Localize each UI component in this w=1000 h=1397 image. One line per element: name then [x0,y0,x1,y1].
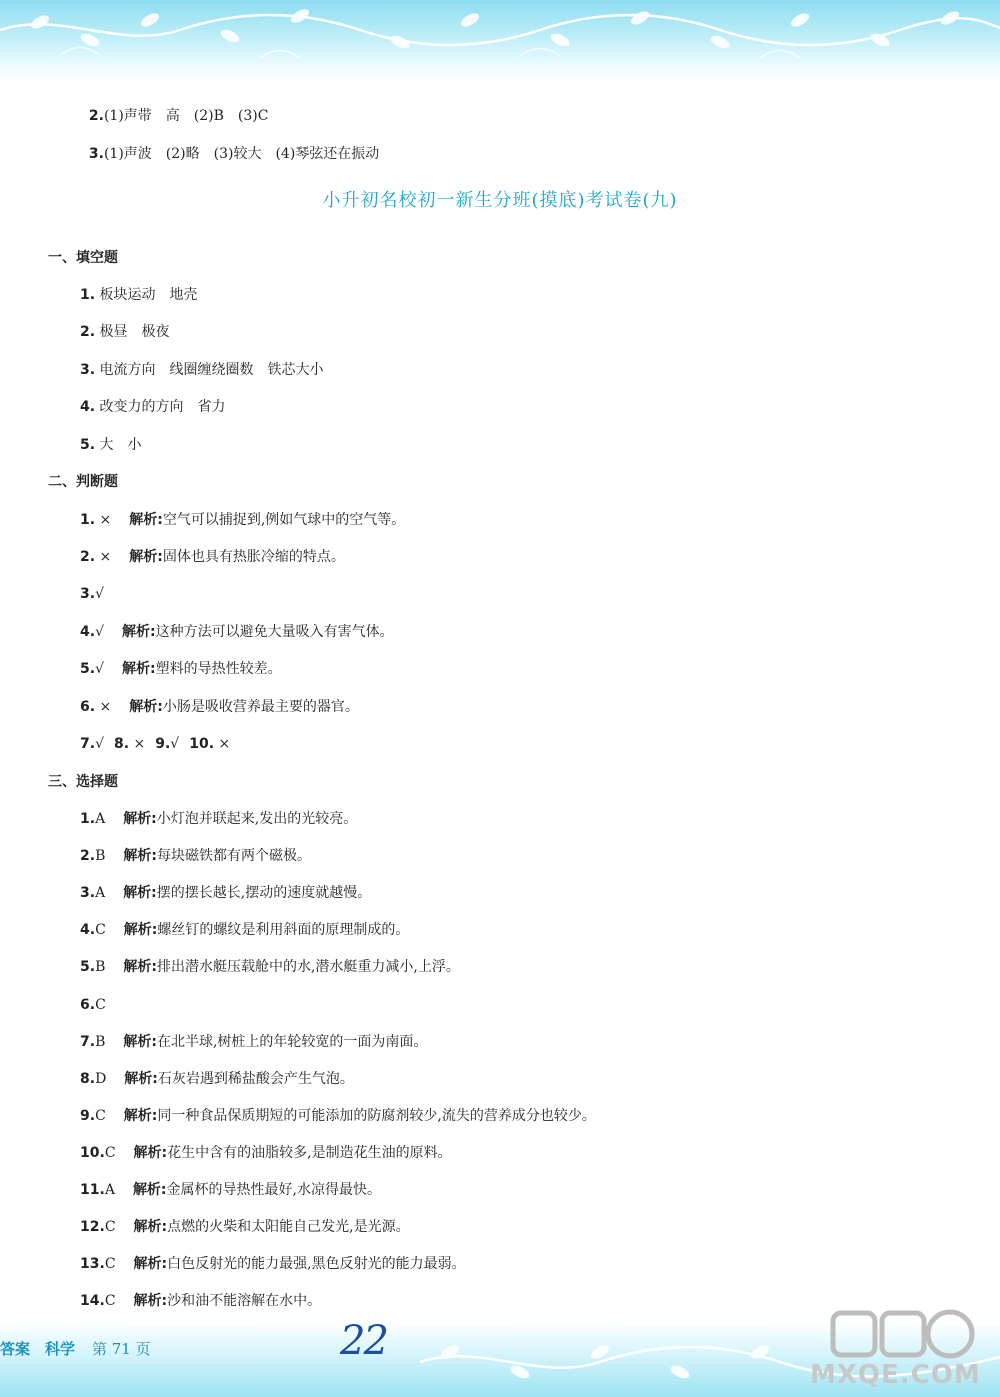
item-number: 6. [80,997,96,1013]
answer-mark: × [99,512,112,528]
item-number: 2. [80,324,96,340]
answer-text: 大 小 [99,437,142,453]
answer-row [80,1106,596,1126]
analysis-label: 解析: [133,1293,168,1309]
analysis-text: 这种方法可以避免大量吸入有害气体。 [155,624,394,640]
item-number: 2. [80,848,96,864]
item-number: 3. [88,146,104,162]
item-number: 4. [80,922,96,938]
answer-mark: × [133,736,146,752]
answer-text: (1)声波 (2)略 (3)较大 (4)琴弦还在振动 [103,146,380,162]
answer-letter: C [104,1256,116,1272]
section-heading-fill: 一、填空题 [48,250,118,266]
item-number: 12. [80,1219,105,1235]
item-number: 5. [80,959,96,975]
analysis-label: 解析: [123,1108,158,1124]
answer-row [80,697,359,717]
section-heading-choice: 三、选择题 [48,774,118,790]
analysis-text: 沙和油不能溶解在水中。 [167,1293,322,1309]
answer-text: 电流方向 线圈缠绕圈数 铁芯大小 [99,362,324,378]
item-number: 9. [155,736,171,752]
analysis-text: 白色反射光的能力最强,黑色反射光的能力最弱。 [167,1256,466,1272]
item-number: 1. [80,287,96,303]
item-number: 9. [80,1108,96,1124]
answer-row [80,846,311,866]
answer-row [80,883,371,903]
top-vine-banner [0,0,1000,80]
analysis-label: 解析: [123,959,157,975]
answer-letter: A [104,1182,115,1198]
item-number: 2. [88,108,104,124]
answer-letter: B [95,959,106,975]
answer-row [80,809,357,829]
analysis-label: 解析: [133,1145,168,1161]
answer-letter: D [95,1071,107,1087]
item-number: 5. [80,437,96,453]
answer-row [80,435,142,455]
analysis-text: 金属杯的导热性最好,水凉得最快。 [166,1182,381,1198]
item-number: 3. [80,885,96,901]
item-number: 10. [189,736,215,752]
item-number: 2. [80,549,96,565]
analysis-label: 解析: [129,699,163,715]
analysis-label: 解析: [129,549,163,565]
answer-row [80,360,324,380]
analysis-label: 解析: [121,624,156,640]
item-number: 6. [80,699,96,715]
answer-row [80,1032,427,1052]
handwritten-number: 22 [340,1318,387,1364]
answer-mark: √ [95,624,104,640]
analysis-text: 小肠是吸收营养最主要的器官。 [162,699,359,715]
analysis-text: 螺丝钉的螺纹是利用斜面的原理制成的。 [157,922,410,938]
answer-row [80,1291,321,1311]
item-number: 4. [80,624,96,640]
item-number: 7. [80,736,96,752]
item-number: 14. [80,1293,105,1309]
section-heading-judge: 二、判断题 [48,474,118,490]
watermark-url: MXQE.COM [810,1360,981,1390]
item-number: 3. [80,362,96,378]
answer-letter: C [95,1108,106,1124]
analysis-text: 点燃的火柴和太阳能自己发光,是光源。 [167,1219,410,1235]
item-number: 8. [80,1071,96,1087]
answer-row [80,1254,466,1274]
answer-row [80,659,282,679]
analysis-label: 解析: [133,1256,168,1272]
analysis-label: 解析: [129,512,163,528]
answer-row [80,1180,381,1200]
item-number: 5. [80,661,96,677]
item-number: 8. [113,736,130,752]
analysis-text: 排出潜水艇压载舱中的水,潜水艇重力减小,上浮。 [156,959,460,975]
answer-row [80,1069,354,1089]
item-number: 1. [80,811,96,827]
answer-letter: A [95,811,106,827]
answer-mark: √ [170,736,180,752]
analysis-text: 花生中含有的油脂较多,是制造花生油的原料。 [167,1145,452,1161]
footer-subject-label: 答案 科学 [0,1340,76,1358]
answer-row [80,510,405,530]
answer-letter: B [95,1034,106,1050]
analysis-text: 每块磁铁都有两个磁极。 [156,848,311,864]
answer-mark: × [99,549,112,565]
answer-letter: C [104,1219,116,1235]
answer-mark: × [218,736,231,752]
analysis-label: 解析: [123,1034,157,1050]
analysis-label: 解析: [132,1182,167,1198]
answer-row [80,995,106,1015]
answer-row [80,622,394,642]
answer-row [80,957,460,977]
vine-ornament [0,0,1000,80]
answer-letter: C [104,1145,116,1161]
answer-row [80,86,268,126]
analysis-label: 解析: [133,1219,168,1235]
analysis-label: 解析: [123,848,157,864]
answer-text: 板块运动 地壳 [99,287,198,303]
answer-mark: √ [95,736,104,752]
answer-letter: C [104,1293,116,1309]
analysis-text: 塑料的导热性较差。 [155,661,282,677]
analysis-label: 解析: [123,922,158,938]
analysis-text: 空气可以捕捉到,例如气球中的空气等。 [162,512,406,528]
analysis-text: 固体也具有热胀冷缩的特点。 [162,549,345,565]
item-number: 1. [80,512,96,528]
answer-letter: A [95,885,106,901]
answer-row [80,584,104,604]
answer-row [80,920,409,940]
analysis-label: 解析: [124,1071,158,1087]
analysis-text: 同一种食品保质期短的可能添加的防腐剂较少,流失的营养成分也较少。 [157,1108,596,1124]
answer-row [80,322,170,342]
answer-row [80,1143,452,1163]
answer-letter: C [95,922,106,938]
answer-letter: B [95,848,106,864]
item-number: 7. [80,1034,96,1050]
exam-title: 小升初名校初一新生分班(摸底)考试卷(九) [322,190,678,211]
page-number: 第 71 页 [92,1340,151,1358]
analysis-text: 在北半球,树桩上的年轮较宽的一面为南面。 [156,1034,428,1050]
answer-row [80,124,379,164]
analysis-text: 摆的摆长越长,摆动的速度就越慢。 [156,885,372,901]
answer-letter: C [95,997,106,1013]
item-number: 3. [80,586,96,602]
answer-row [80,397,226,417]
answer-text: (1)声带 高 (2)B (3)C [103,108,269,124]
answer-row [80,547,345,567]
analysis-label: 解析: [121,661,156,677]
answer-text: 改变力的方向 省力 [99,399,226,415]
item-number: 11. [80,1182,105,1198]
answer-row-combined [80,734,230,754]
answer-mark: √ [95,661,104,677]
answer-row [80,285,198,305]
item-number: 10. [80,1145,105,1161]
item-number: 4. [80,399,96,415]
analysis-label: 解析: [123,811,157,827]
analysis-text: 小灯泡并联起来,发出的光较亮。 [156,811,358,827]
analysis-text: 石灰岩遇到稀盐酸会产生气泡。 [157,1071,354,1087]
answer-text: 极昼 极夜 [99,324,170,340]
analysis-label: 解析: [123,885,157,901]
answer-row [80,1217,410,1237]
answer-mark: × [99,699,112,715]
answer-mark: √ [95,586,104,602]
item-number: 13. [80,1256,105,1272]
